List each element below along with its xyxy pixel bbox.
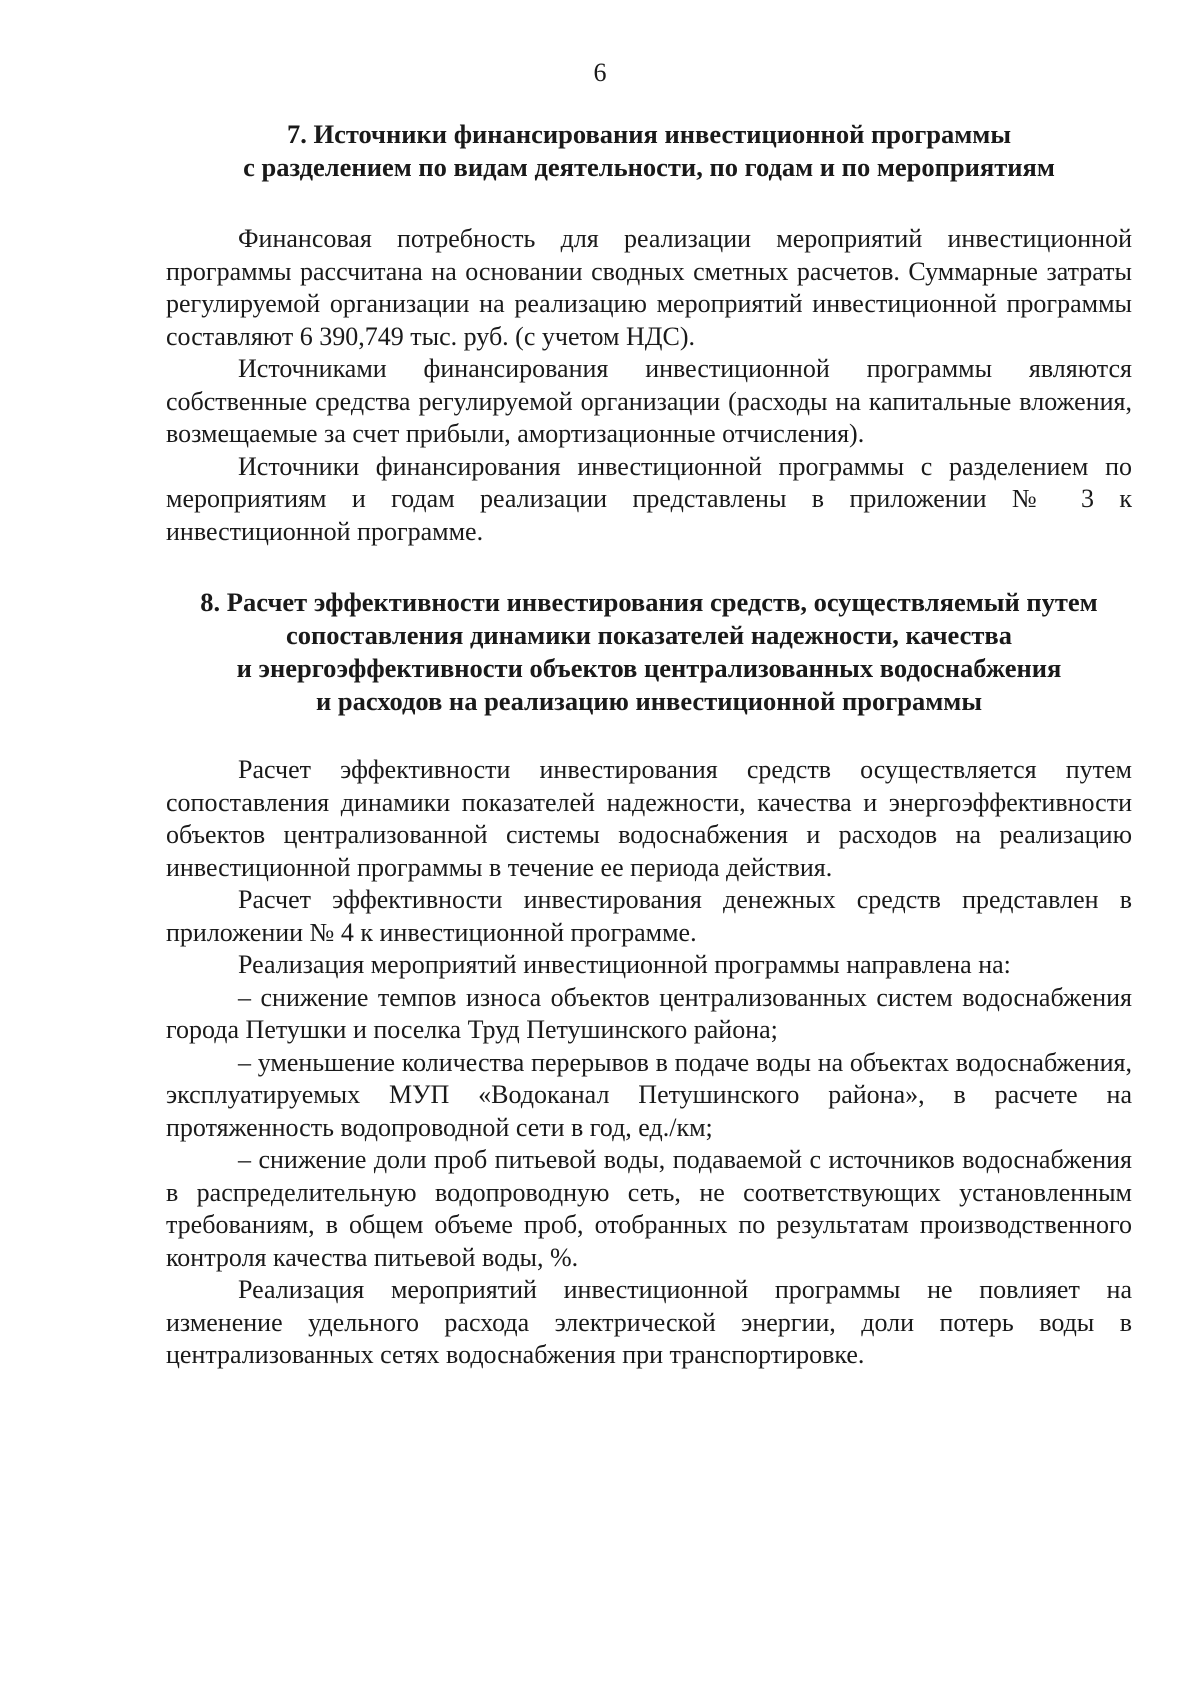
page-number: 6 <box>593 58 607 87</box>
section-8-heading-line: 8. Расчет эффективности инвестирования средств, осуществляемый путем <box>200 587 1098 617</box>
section-7-heading-line: с разделением по видам деятельности, по годам и по мероприятиям <box>243 152 1055 182</box>
section-8-list-item: – снижение темпов износа объектов централизованных систем водоснабжения города Петушки и поселка Труд Петушинского района; <box>166 982 1132 1044</box>
section-8-heading <box>166 586 1132 718</box>
page-content <box>166 118 1132 1372</box>
spacer <box>166 548 1132 586</box>
section-8-list-item: – уменьшение количества перерывов в подаче воды на объектах водоснабжения, эксплуатируемых МУП «Водоканал Петушинского района», в расчете на протяженность водопроводной сети в год, ед./км; <box>166 1047 1132 1142</box>
section-8-paragraph: Расчет эффективности инвестирования денежных средств представлен в приложении № 4 к инвестиционной программе. <box>166 885 1132 947</box>
section-8-paragraph: Расчет эффективности инвестирования средств осуществляется путем сопоставления динамики показателей надежности, качества и энергоэффективности объектов централизованной системы водоснабжения и расходов на реализацию инвестиционной программы в течение ее периода действия. <box>166 755 1132 882</box>
section-7-heading <box>166 118 1132 184</box>
section-7-paragraph: Источниками финансирования инвестиционной программы являются собственные средства регулируемой организации (расходы на капитальные вложения, возмещаемые за счет прибыли, амортизационные отчисления). <box>166 354 1132 448</box>
section-8-list-item: – снижение доли проб питьевой воды, подаваемой с источников водоснабжения в распределительную водопроводную сеть, не соответствующих установленным требованиям, в общем объеме проб, отобранных по результатам производственного контроля качества питьевой воды, %. <box>166 1145 1132 1272</box>
section-7-paragraph: Источники финансирования инвестиционной программы с разделением по мероприятиям и годам реализации представлены в приложении № 3 к инвестиционной программе. <box>166 451 1132 546</box>
spacer <box>166 184 1132 223</box>
section-8-paragraph: Реализация мероприятий инвестиционной программы направлена на: <box>238 950 1011 979</box>
section-7-paragraph: Финансовая потребность для реализации мероприятий инвестиционной программы рассчитана на основании сводных сметных расчетов. Суммарные затраты регулируемой организации на реализацию мероприятий инвестиционной программы составляют 6 390,749 тыс. руб. (с учетом НДС). <box>166 224 1132 351</box>
section-8-heading-line: сопоставления динамики показателей надежности, качества <box>286 620 1012 650</box>
spacer <box>166 718 1132 754</box>
section-8-paragraph: Реализация мероприятий инвестиционной программы не повлияет на изменение удельного расхода электрической энергии, доли потерь воды в централизованных сетях водоснабжения при транспортировке. <box>166 1275 1132 1369</box>
section-8-heading-line: и энергоэффективности объектов централизованных водоснабжения <box>236 653 1062 683</box>
section-8-heading-line: и расходов на реализацию инвестиционной программы <box>315 686 983 716</box>
section-7-heading-line: 7. Источники финансирования инвестиционной программы <box>286 119 1012 149</box>
